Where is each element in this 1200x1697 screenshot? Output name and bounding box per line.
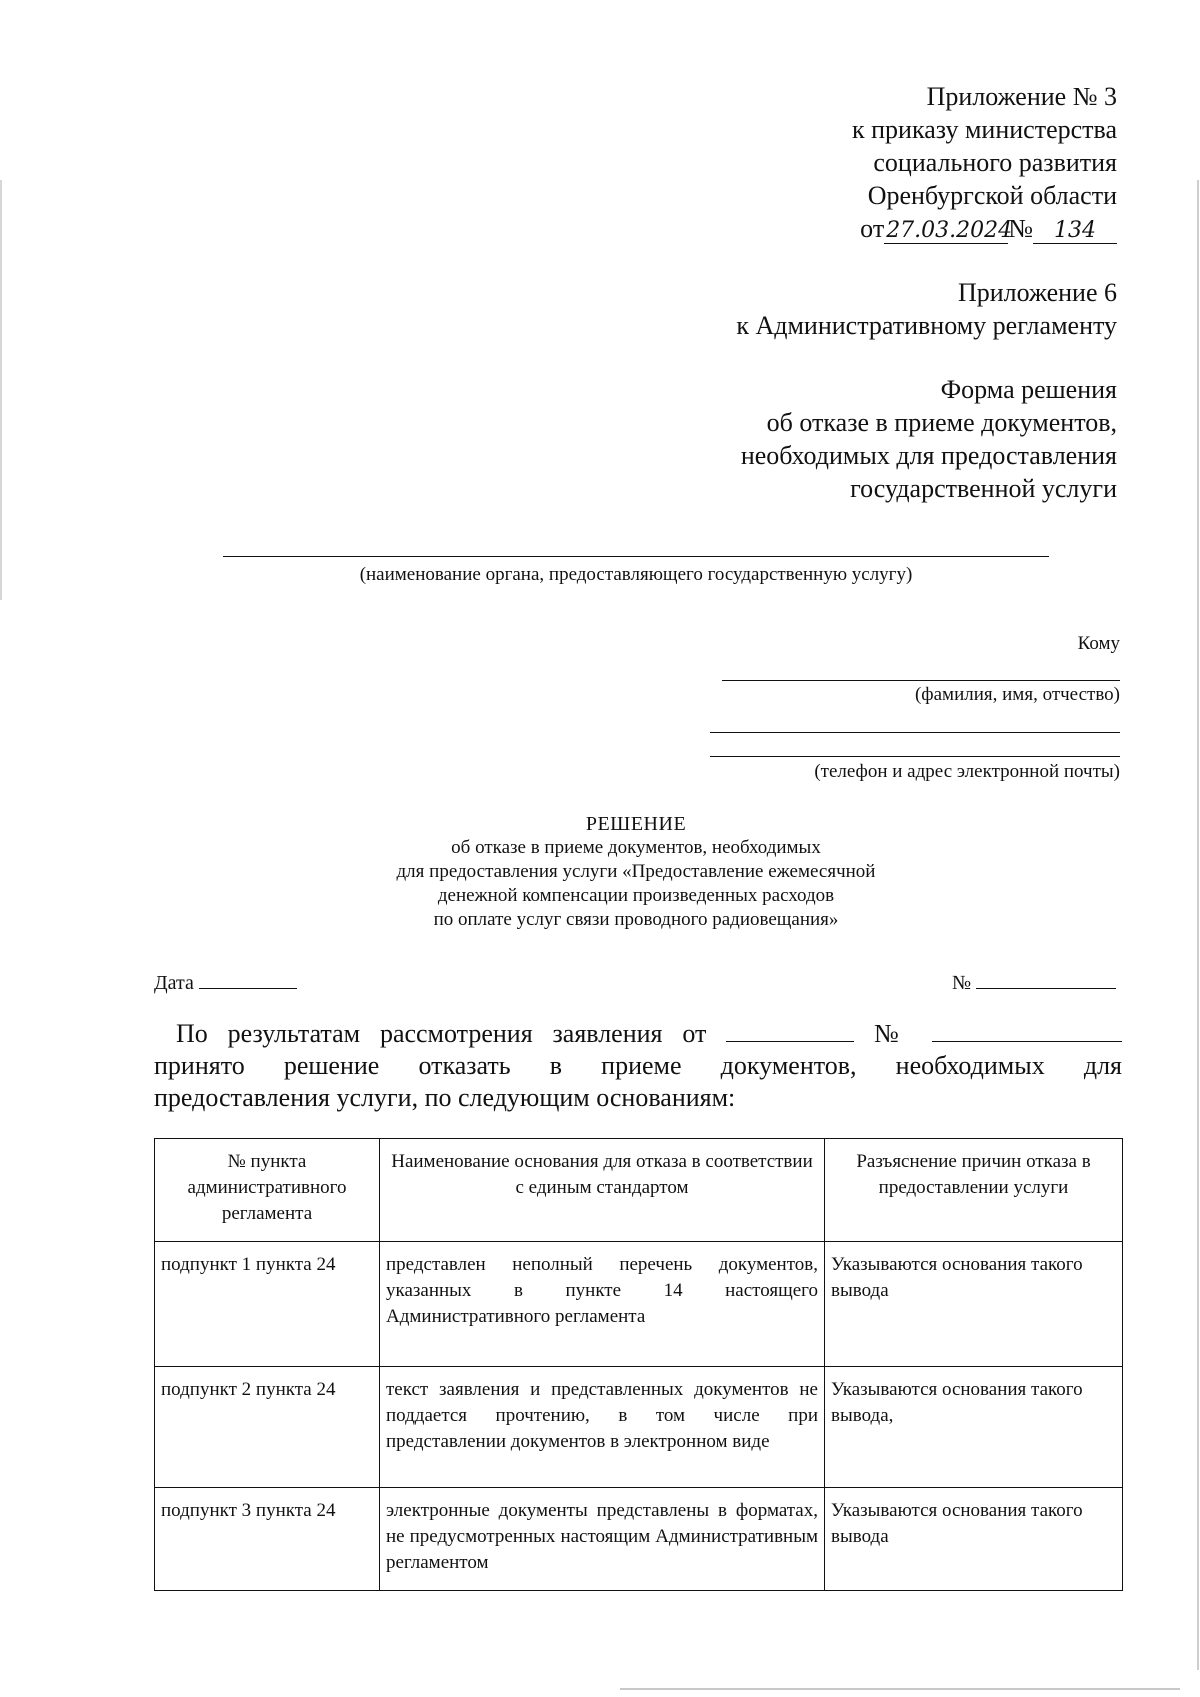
recipient-contact-line — [710, 756, 1120, 757]
form-title-line-4: государственной услуги — [850, 474, 1117, 503]
cell-explanation: Указываются основания такого вывода, — [825, 1367, 1123, 1488]
approval-line-2: к приказу министерства — [852, 115, 1117, 144]
table-header-row — [155, 1139, 1123, 1242]
handwritten-number: 134 — [1033, 219, 1117, 244]
decision-heading: РЕШЕНИЕ — [585, 813, 687, 835]
cell-ground: электронные документы представлены в форматах, не предусмотренных настоящим Административным регламентом — [380, 1488, 825, 1591]
scan-edge-bottom — [620, 1688, 1180, 1690]
decision-line-4: по оплате услуг связи проводного радиовещания» — [433, 909, 839, 930]
decision-block — [320, 812, 952, 932]
scan-edge-right — [1197, 180, 1199, 1670]
header-explanation: Разъяснение причин отказа в предоставлении услуги — [825, 1139, 1123, 1242]
recipient-name-caption: (фамилия, имя, отчество) — [914, 684, 1120, 705]
scan-edge-left — [0, 180, 2, 600]
approval-line-3: социального развития — [873, 148, 1117, 177]
application-number-label: № — [874, 1019, 913, 1048]
paragraph-line-3: предоставления услуги, по следующим основаниям: — [154, 1083, 736, 1112]
appendix-block — [736, 276, 1117, 342]
cell-item: подпункт 3 пункта 24 — [155, 1488, 380, 1591]
number-field — [952, 968, 1116, 996]
recipient-contact-caption: (телефон и адрес электронной почты) — [814, 761, 1120, 782]
appendix-line-2: к Административному регламенту — [736, 311, 1117, 340]
decision-line-3: денежной компенсации произведенных расходов — [437, 885, 835, 906]
authority-blank-line — [223, 556, 1049, 557]
cell-explanation: Указываются основания такого вывода — [825, 1488, 1123, 1591]
form-title-block — [741, 373, 1117, 505]
cell-ground: представлен неполный перечень документов, указанных в пункте 14 настоящего Административного регламента — [380, 1242, 825, 1367]
appendix-line-1: Приложение 6 — [957, 278, 1117, 307]
recipient-to-label: Кому — [1077, 633, 1120, 654]
table-row — [155, 1242, 1123, 1367]
form-title-line-3: необходимых для предоставления — [740, 441, 1117, 470]
paragraph-line-2: принято решение отказать в приеме документов, необходимых для — [154, 1051, 1122, 1080]
date-blank — [199, 968, 297, 989]
handwritten-date: 27.03.2024 — [886, 218, 1013, 243]
approval-line-4: Оренбургской области — [867, 181, 1117, 210]
refusal-grounds-table — [154, 1138, 1123, 1591]
header-item-number: № пункта административного регламента — [155, 1139, 380, 1242]
date-field — [154, 968, 297, 996]
cell-item: подпункт 2 пункта 24 — [155, 1367, 380, 1488]
result-paragraph — [154, 1018, 1122, 1114]
cell-ground: текст заявления и представленных документов не поддается прочтению, в том числе при представлении документов в электронном виде — [380, 1367, 825, 1488]
paragraph-line-1 — [154, 1018, 1122, 1050]
recipient-extra-line — [710, 732, 1120, 733]
table-row — [155, 1367, 1123, 1488]
decision-line-1: об отказе в приеме документов, необходимых — [451, 837, 821, 858]
approval-date-line — [852, 212, 1117, 245]
date-prefix: от — [860, 214, 885, 243]
application-number-blank — [932, 1021, 1122, 1042]
recipient-name-line — [722, 680, 1120, 681]
cell-explanation: Указываются основания такого вывода — [825, 1242, 1123, 1367]
header-ground-name: Наименование основания для отказа в соответствии с единым стандартом — [380, 1139, 825, 1242]
approval-block — [852, 80, 1117, 245]
cell-item: подпункт 1 пункта 24 — [155, 1242, 380, 1367]
number-label: № — [1008, 214, 1033, 243]
form-title-line-2: об отказе в приеме документов, — [766, 408, 1117, 437]
decision-line-2: для предоставления услуги «Предоставление ежемесячной — [396, 861, 876, 882]
date-label: Дата — [154, 972, 194, 994]
decision-number-label: № — [952, 972, 972, 994]
paragraph-line-1-text: По результатам рассмотрения заявления от — [176, 1019, 707, 1048]
authority-caption: (наименование органа, предоставляющего государственную услугу) — [359, 564, 913, 585]
table-row — [155, 1488, 1123, 1591]
application-date-blank — [726, 1021, 854, 1042]
decision-number-blank — [976, 968, 1116, 989]
approval-line-1: Приложение № 3 — [926, 82, 1117, 111]
form-title-line-1: Форма решения — [940, 375, 1117, 404]
